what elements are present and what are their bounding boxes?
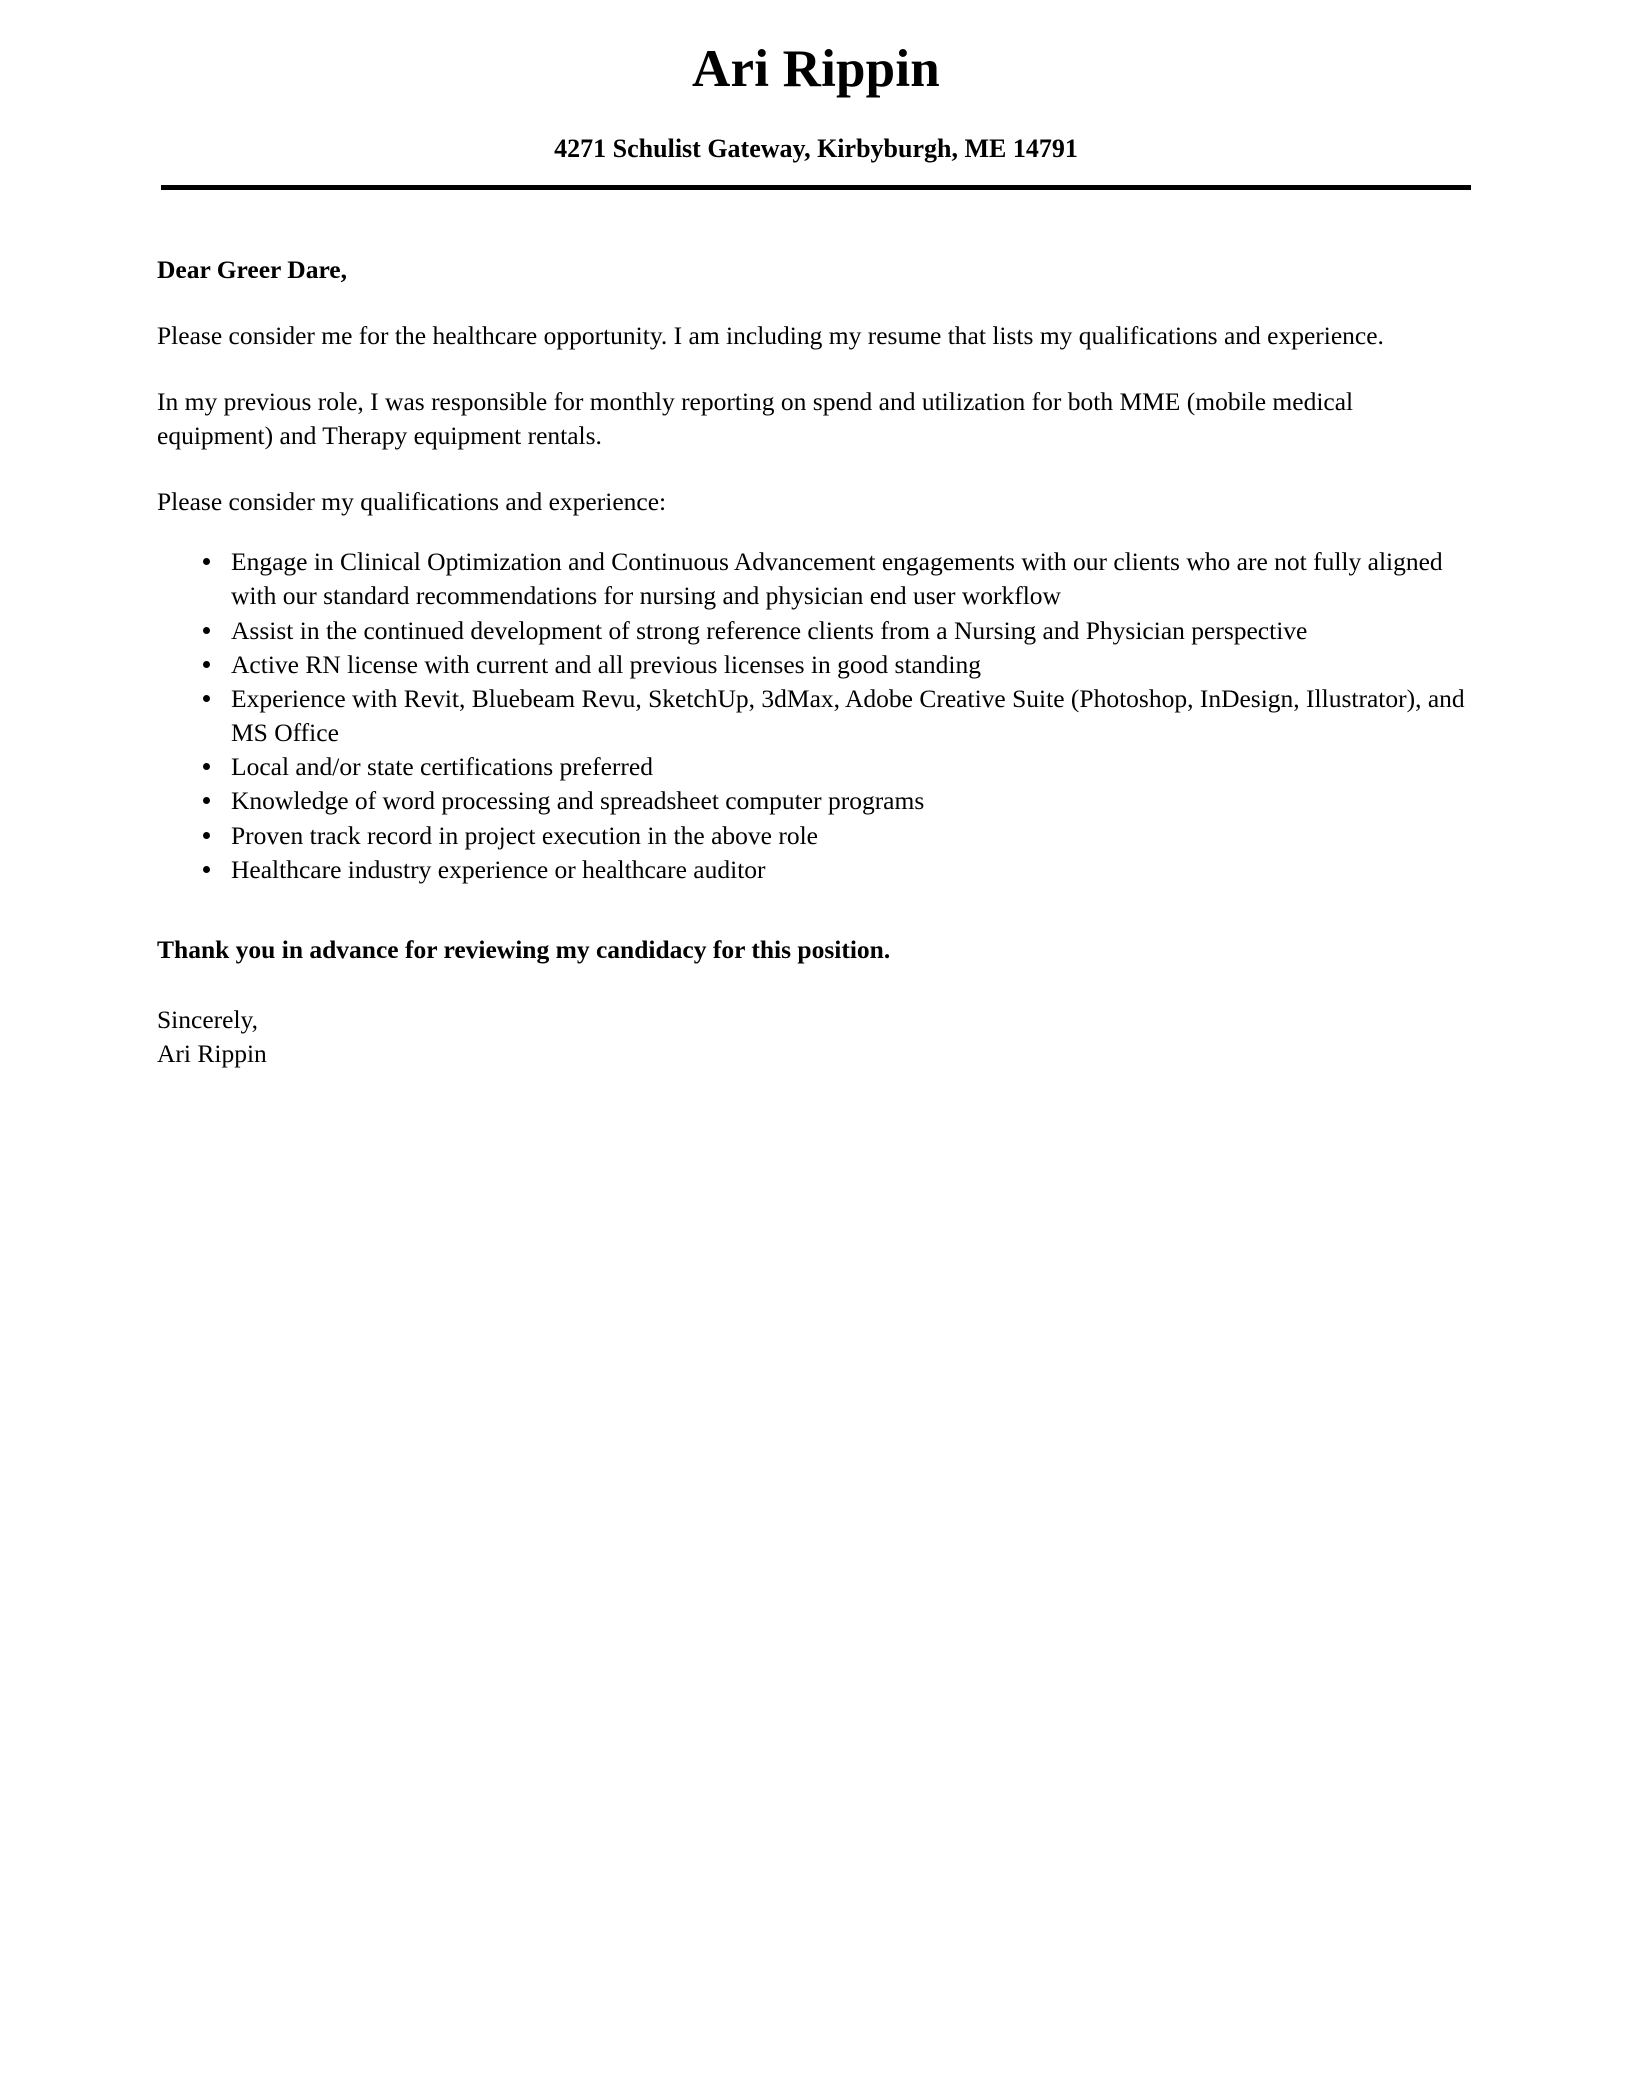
bullet-dot-icon [203,832,210,839]
letter-body [157,253,1475,1072]
list-item [185,784,1475,818]
list-item-label: Proven track record in project execution in the above role [231,820,818,850]
bullet-dot-icon [203,695,210,702]
list-item-label: Local and/or state certifications preferred [231,752,653,782]
list-item [185,853,1475,887]
qualifications-list [157,545,1475,887]
list-item-label: Engage in Clinical Optimization and Continuous Advancement engagements with our clients who are not fully aligned with our standard recommendations for nursing and physician end user workflow [231,547,1443,611]
paragraph-qualifications-lead: Please consider my qualifications and experience: [157,487,667,517]
bullet-dot-icon [203,627,210,634]
header-divider [161,185,1471,190]
signature-name: Ari Rippin [157,1039,267,1069]
list-item [185,682,1475,750]
closing-statement: Thank you in advance for reviewing my candidacy for this position. [157,934,891,964]
paragraph-experience: In my previous role, I was responsible for monthly reporting on spend and utilization for both MME (mobile medical equipment) and Therapy equipment rentals. [157,386,1354,451]
bullet-dot-icon [203,763,210,770]
list-item [185,614,1475,648]
signoff-block [157,1003,1475,1071]
page-title: Ari Rippin [692,40,940,98]
bullet-dot-icon [203,558,210,565]
bullet-dot-icon [203,866,210,873]
salutation: Dear Greer Dare, [157,254,347,284]
bullet-dot-icon [203,661,210,668]
signoff-label: Sincerely, [157,1005,259,1035]
list-item [185,819,1475,853]
list-item [185,648,1475,682]
address-line: 4271 Schulist Gateway, Kirbyburgh, ME 14791 [554,134,1078,164]
list-item [185,545,1475,613]
list-item-label: Knowledge of word processing and spreadsheet computer programs [231,786,925,816]
list-item-label: Active RN license with current and all previous licenses in good standing [231,649,981,679]
bullet-dot-icon [203,797,210,804]
list-item [185,750,1475,784]
letterhead [0,0,1632,190]
paragraph-intro: Please consider me for the healthcare opportunity. I am including my resume that lists my qualifications and experience. [157,320,1384,350]
list-item-label: Experience with Revit, Bluebeam Revu, SketchUp, 3dMax, Adobe Creative Suite (Photoshop, InDesign, Illustrator), and MS Office [231,683,1465,748]
list-item-label: Healthcare industry experience or healthcare auditor [231,854,766,884]
list-item-label: Assist in the continued development of strong reference clients from a Nursing and Physician perspective [231,615,1308,645]
